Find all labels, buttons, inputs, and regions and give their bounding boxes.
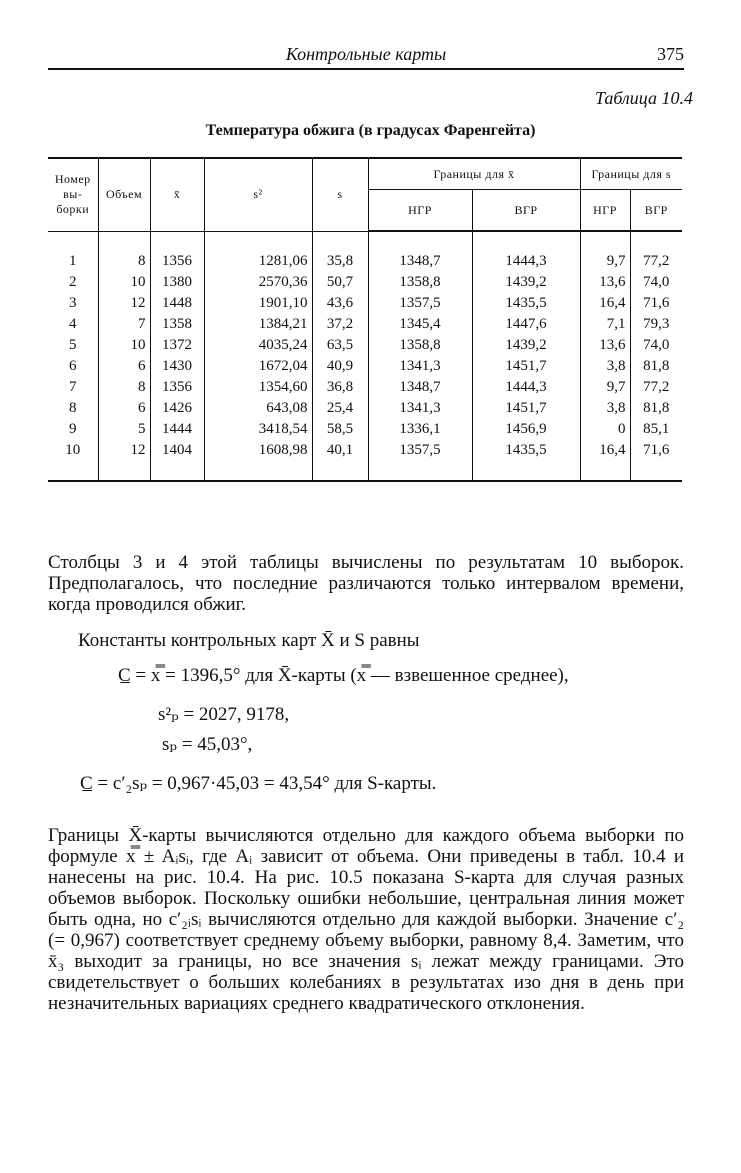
col-variance: s² — [204, 158, 312, 231]
col-s-lcl: НГР — [580, 190, 630, 232]
table-cell: 36,8 — [312, 377, 368, 398]
table-cell: 3,8 — [580, 398, 630, 419]
table-cell: 7,1 — [580, 314, 630, 335]
table-cell: 3418,54 — [204, 419, 312, 440]
table-cell: 5 — [98, 419, 150, 440]
table-cell: 1439,2 — [472, 335, 580, 356]
table-cell: 1435,5 — [472, 293, 580, 314]
table-cell: 0 — [580, 419, 630, 440]
table-cell: 1358 — [150, 314, 204, 335]
table-cell: 77,2 — [630, 231, 682, 272]
table-cell: 1439,2 — [472, 272, 580, 293]
table-cell: 40,9 — [312, 356, 368, 377]
table-cell: 1341,3 — [368, 398, 472, 419]
table-cell: 1336,1 — [368, 419, 472, 440]
table-label: Таблица 10.4 — [594, 88, 693, 108]
table-cell: 1348,7 — [368, 377, 472, 398]
table-cell: 1430 — [150, 356, 204, 377]
table-cell: 10 — [98, 335, 150, 356]
table-cell: 6 — [98, 356, 150, 377]
table-cell: 1448 — [150, 293, 204, 314]
col-limits-x: Границы для x̄ — [368, 158, 580, 190]
table-cell: 81,8 — [630, 356, 682, 377]
table-cell: 1447,6 — [472, 314, 580, 335]
table-cell: 1357,5 — [368, 440, 472, 481]
table-cell: 1348,7 — [368, 231, 472, 272]
table-cell: 8 — [98, 231, 150, 272]
table-cell: 1608,98 — [204, 440, 312, 481]
table-cell: 25,4 — [312, 398, 368, 419]
table-cell: 4035,24 — [204, 335, 312, 356]
table-cell: 8 — [48, 398, 98, 419]
table-cell: 1384,21 — [204, 314, 312, 335]
table-cell: 1435,5 — [472, 440, 580, 481]
table-row — [48, 272, 682, 293]
table-cell: 1345,4 — [368, 314, 472, 335]
table-cell: 1341,3 — [368, 356, 472, 377]
table-cell: 37,2 — [312, 314, 368, 335]
table-cell: 9,7 — [580, 377, 630, 398]
page-number: 375 — [657, 44, 684, 64]
table-row — [48, 419, 682, 440]
table-cell: 74,0 — [630, 335, 682, 356]
table-cell: 16,4 — [580, 440, 630, 481]
table-cell: 43,6 — [312, 293, 368, 314]
table-cell: 6 — [48, 356, 98, 377]
col-size: Объем — [98, 158, 150, 231]
table-cell: 1372 — [150, 335, 204, 356]
table-cell: 85,1 — [630, 419, 682, 440]
paragraph-1: Столбцы 3 и 4 этой таблицы вычислены по результатам 10 выборок. Предполагалось, что последние различаются только интервалом времени, когда проводился обжиг. — [48, 552, 684, 615]
table-cell: 13,6 — [580, 272, 630, 293]
table-cell: 9,7 — [580, 231, 630, 272]
table-row — [48, 377, 682, 398]
table-cell: 1 — [48, 231, 98, 272]
col-limits-s: Границы для s — [580, 158, 682, 190]
table-cell: 9 — [48, 419, 98, 440]
table-row — [48, 293, 682, 314]
table-cell: 58,5 — [312, 419, 368, 440]
table-cell: 1358,8 — [368, 335, 472, 356]
table-cell: 7 — [98, 314, 150, 335]
table-cell: 1451,7 — [472, 356, 580, 377]
table-cell: 1901,10 — [204, 293, 312, 314]
col-std: s — [312, 158, 368, 231]
table-cell: 1404 — [150, 440, 204, 481]
table-cell: 1444,3 — [472, 377, 580, 398]
col-s-ucl: ВГР — [630, 190, 682, 232]
table-cell: 71,6 — [630, 440, 682, 481]
table-cell: 1356 — [150, 231, 204, 272]
temperature-table — [48, 157, 682, 482]
table-cell: 1444 — [150, 419, 204, 440]
table-cell: 50,7 — [312, 272, 368, 293]
formula-center-s: C̲ = c′₂sₚ = 0,967·45,03 = 43,54° для S-карты. — [80, 773, 437, 794]
formula-intro: Константы контрольных карт X̄ и S равны — [78, 630, 420, 651]
table-cell: 1672,04 — [204, 356, 312, 377]
table-row — [48, 314, 682, 335]
table-cell: 35,8 — [312, 231, 368, 272]
table-cell: 5 — [48, 335, 98, 356]
table-cell: 1356 — [150, 377, 204, 398]
formula-pooled-std: sₚ = 45,03°, — [162, 734, 253, 755]
table-cell: 1354,60 — [204, 377, 312, 398]
paragraph-2: Границы X̄-карты вычисляются отдельно для каждого объема выборки по формуле x̿ ± Aᵢsᵢ, где Aᵢ зависит от объема. Они приведены в табл. 10.4 и нанесены на рис. 10.4. На рис. 10.5 показана S-карта для случая разных объемов выборок. Поскольку ошибки небольшие, центральная линия может быть одна, но c′₂ᵢsᵢ вычисляются отдельно для каждой выборки. Значение c′₂ (= 0,967) соответствует среднему объему выборки, равному 8,4. Заметим, что x̄₃ выходит за границы, но все значения sᵢ лежат между границами. Это свидетельствует о больших колебаниях в результатах изо дня в день при незначительных вариациях среднего квадратического отклонения. — [48, 825, 684, 1014]
table-cell: 8 — [98, 377, 150, 398]
col-x-lcl: НГР — [368, 190, 472, 232]
table-cell: 10 — [48, 440, 98, 481]
formula-center-x: C̲ = x̿ = 1396,5° для X̄-карты (x̿ — взвешенное среднее), — [118, 665, 569, 686]
col-sample-no: Номер вы-борки — [48, 158, 98, 231]
table-cell: 63,5 — [312, 335, 368, 356]
table-cell: 3 — [48, 293, 98, 314]
table-cell: 1357,5 — [368, 293, 472, 314]
table-cell: 1451,7 — [472, 398, 580, 419]
table-cell: 40,1 — [312, 440, 368, 481]
col-x-ucl: ВГР — [472, 190, 580, 232]
page-header — [48, 40, 684, 70]
table-cell: 2570,36 — [204, 272, 312, 293]
col-mean: x̄ — [150, 158, 204, 231]
table-cell: 13,6 — [580, 335, 630, 356]
table-cell: 81,8 — [630, 398, 682, 419]
table-cell: 3,8 — [580, 356, 630, 377]
table-title: Температура обжига (в градусах Фаренгейта) — [205, 122, 536, 139]
table-cell: 1456,9 — [472, 419, 580, 440]
table-cell: 79,3 — [630, 314, 682, 335]
table-cell: 12 — [98, 293, 150, 314]
table-cell: 1281,06 — [204, 231, 312, 272]
table-cell: 12 — [98, 440, 150, 481]
table-row — [48, 356, 682, 377]
table-cell: 4 — [48, 314, 98, 335]
table-row — [48, 398, 682, 419]
running-title: Контрольные карты — [285, 44, 447, 64]
table-cell: 2 — [48, 272, 98, 293]
table-cell: 77,2 — [630, 377, 682, 398]
table-row — [48, 335, 682, 356]
table-cell: 643,08 — [204, 398, 312, 419]
formula-pooled-variance: s²ₚ = 2027, 9178, — [158, 704, 290, 725]
table-body — [48, 231, 682, 481]
table-cell: 71,6 — [630, 293, 682, 314]
table-cell: 1380 — [150, 272, 204, 293]
table-cell: 7 — [48, 377, 98, 398]
table-cell: 1358,8 — [368, 272, 472, 293]
table-cell: 16,4 — [580, 293, 630, 314]
table-cell: 6 — [98, 398, 150, 419]
table-cell: 10 — [98, 272, 150, 293]
table-row — [48, 231, 682, 272]
table-cell: 74,0 — [630, 272, 682, 293]
table-cell: 1444,3 — [472, 231, 580, 272]
table-row — [48, 440, 682, 481]
table-cell: 1426 — [150, 398, 204, 419]
